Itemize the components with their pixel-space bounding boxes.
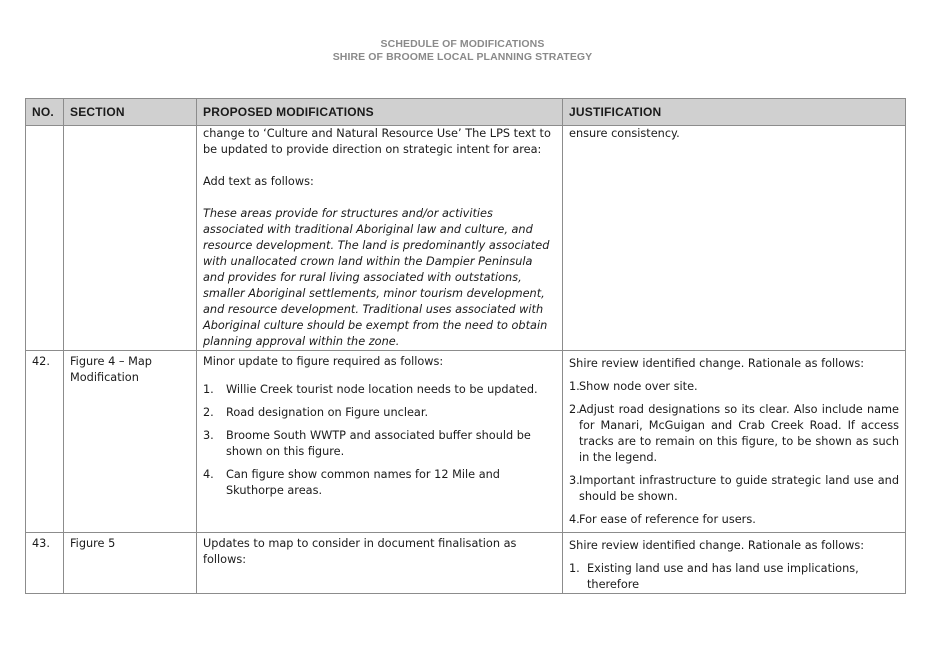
justification-list bbox=[569, 379, 899, 528]
proposed-add-text: Add text as follows: bbox=[203, 175, 314, 188]
column-header-section: SECTION bbox=[64, 99, 197, 126]
list-item: 2. Adjust road designations so its clear. Also include name for Manari, McGuigan and Crab Creek Road. If access tracks are to remain on this figure, to be shown as such in the legend. bbox=[569, 403, 899, 464]
cell-justification bbox=[563, 351, 906, 533]
column-header-proposed: PROPOSED MODIFICATIONS bbox=[197, 99, 563, 126]
header-subtitle: SHIRE OF BROOME LOCAL PLANNING STRATEGY bbox=[332, 51, 593, 63]
cell-proposed bbox=[197, 351, 563, 533]
cell-no bbox=[26, 126, 64, 351]
list-item: 3. Broome South WWTP and associated buffer should be shown on this figure. bbox=[203, 429, 531, 458]
cell-proposed: Updates to map to consider in document finalisation as follows: bbox=[197, 533, 563, 594]
cell-section bbox=[64, 126, 197, 351]
cell-justification bbox=[563, 533, 906, 594]
justification-list bbox=[569, 561, 899, 593]
list-item: 2. Road designation on Figure unclear. bbox=[203, 406, 429, 419]
cell-no: 43. bbox=[26, 533, 64, 594]
list-item: 1. Willie Creek tourist node location needs to be updated. bbox=[203, 383, 538, 396]
cell-section: Figure 4 – Map Modification bbox=[64, 351, 197, 533]
list-item: 4. Can figure show common names for 12 Mile and Skuthorpe areas. bbox=[203, 468, 500, 497]
cell-justification bbox=[563, 126, 906, 351]
column-header-no: NO. bbox=[26, 99, 64, 126]
column-header-justification: JUSTIFICATION bbox=[563, 99, 906, 126]
header-title: SCHEDULE OF MODIFICATIONS bbox=[380, 38, 545, 50]
justification-text: ensure consistency. bbox=[569, 127, 680, 140]
modifications-table bbox=[25, 98, 906, 594]
table-header-row bbox=[26, 99, 906, 126]
list-item: 3. Important infrastructure to guide strategic land use and should be shown. bbox=[569, 474, 899, 503]
list-item: 4. For ease of reference for users. bbox=[569, 513, 756, 526]
list-item: 1. Existing land use and has land use implications, therefore bbox=[569, 562, 859, 591]
proposed-intro: Minor update to figure required as follows: bbox=[203, 355, 444, 368]
cell-no: 42. bbox=[26, 351, 64, 533]
document-header bbox=[0, 38, 925, 64]
table-row-43 bbox=[26, 533, 906, 594]
cell-section: Figure 5 bbox=[64, 533, 197, 594]
table-row-42 bbox=[26, 351, 906, 533]
justification-intro: Shire review identified change. Rationale as follows: bbox=[569, 357, 865, 370]
proposed-list bbox=[203, 382, 556, 499]
table-row-continued bbox=[26, 126, 906, 351]
proposed-italic-text: These areas provide for structures and/or activities associated with traditional Aboriginal law and culture, and resource development. The land is predominantly associated with unallocated crown land within the Dampier Peninsula and provides for rural living associated with outstations, smaller Aboriginal settlements, minor tourism development, and resource development. Traditional uses associated with Aboriginal culture should be exempt from the need to obtain planning approval within the zone. bbox=[203, 207, 550, 348]
justification-intro: Shire review identified change. Rationale as follows: bbox=[569, 539, 865, 552]
cell-proposed bbox=[197, 126, 563, 351]
list-item: 1. Show node over site. bbox=[569, 380, 698, 393]
proposed-intro: change to ‘Culture and Natural Resource Use’ The LPS text to be updated to provide direction on strategic intent for area: bbox=[203, 127, 551, 156]
